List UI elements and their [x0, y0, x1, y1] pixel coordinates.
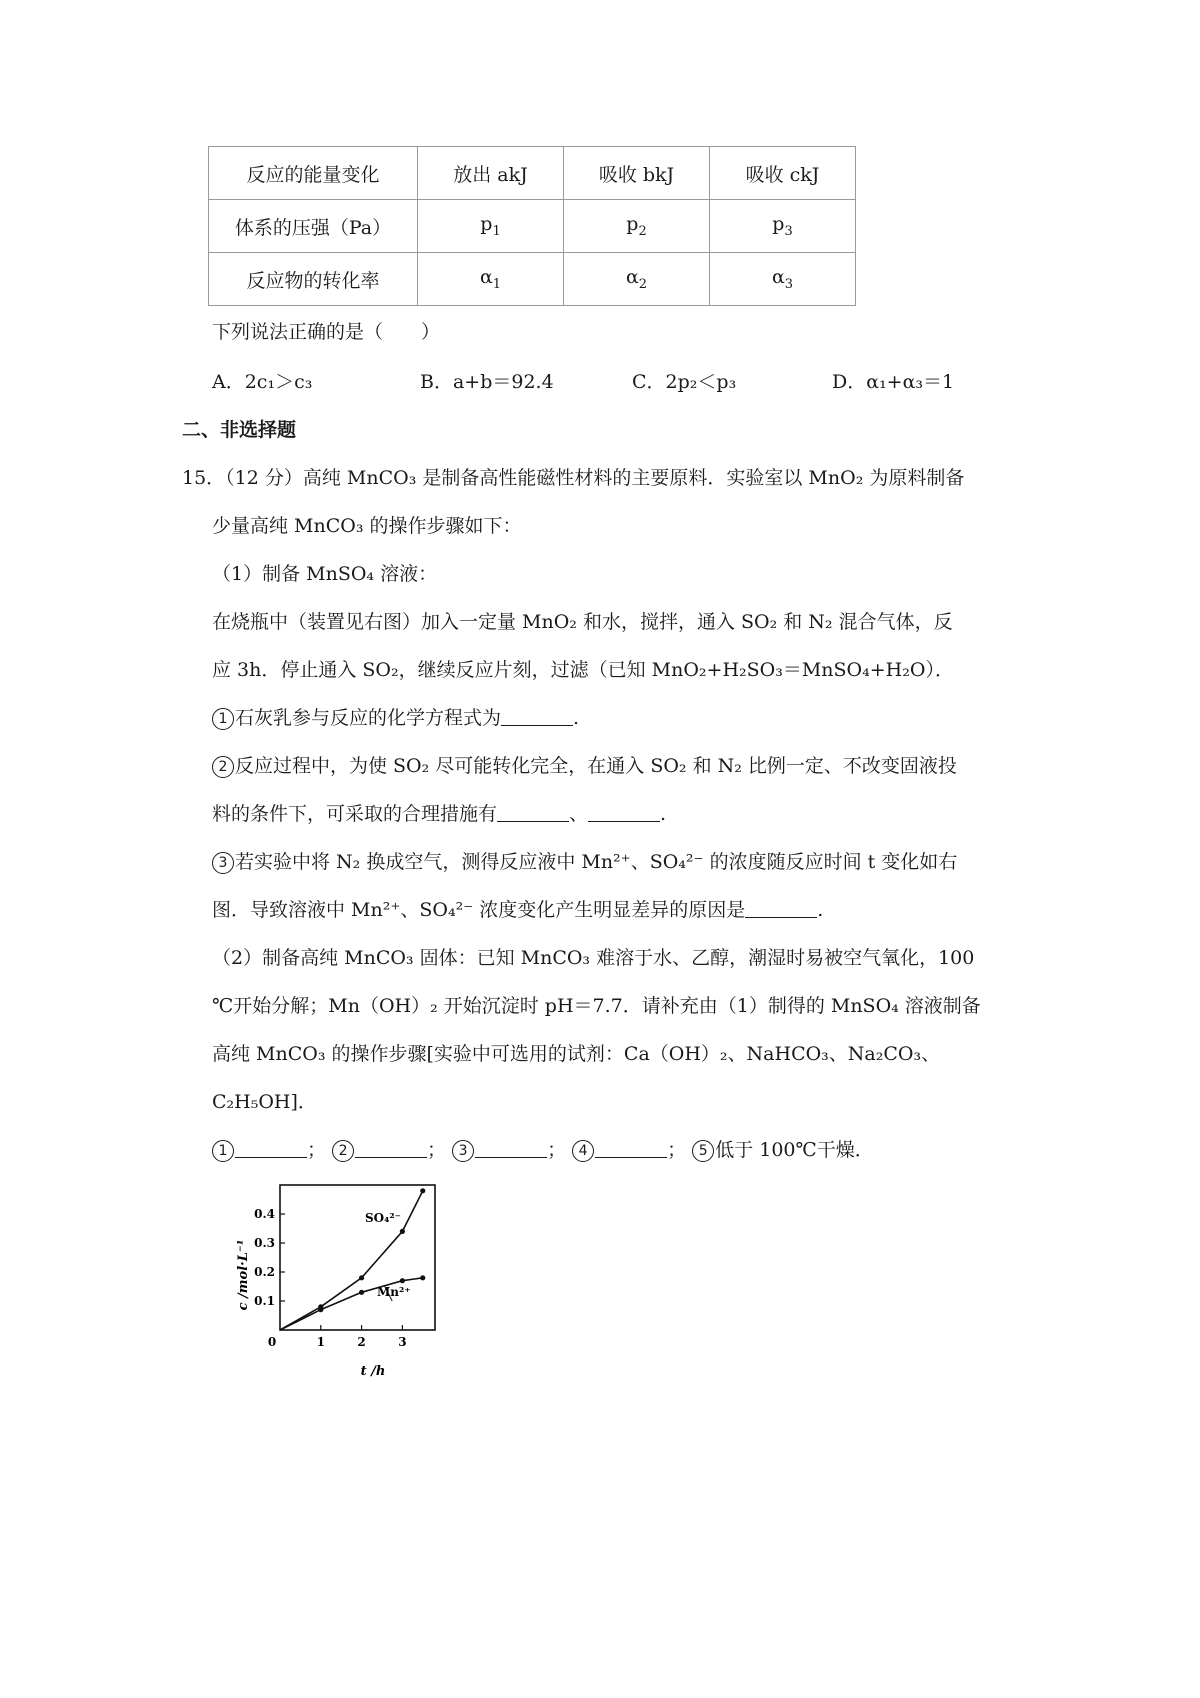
marker-circle: 5 [692, 1140, 714, 1162]
item-3-line-2: 图．导致溶液中 Mn²⁺、SO₄²⁻ 浓度变化产生明显差异的原因是 . [212, 899, 824, 921]
answer-blank[interactable] [595, 1139, 667, 1158]
part1-paragraph-line-1: 在烧瓶中（装置见右图）加入一定量 MnO₂ 和水，搅拌，通入 SO₂ 和 N₂ 混合气体，反 [212, 611, 953, 633]
table-cell: $p_2$ [564, 200, 710, 253]
section-title: 二、非选择题 [182, 419, 297, 441]
reaction-data-table [208, 146, 856, 306]
table-cell-label: 体系的压强（Pa） [209, 200, 418, 253]
q15-intro-line-2: 少量高纯 MnCO₃ 的操作步骤如下： [212, 515, 522, 537]
table-row [209, 253, 856, 306]
chart-axes [254, 1185, 435, 1349]
series-line-so4 [280, 1191, 423, 1330]
table-cell: $p_3$ [710, 200, 856, 253]
answer-blank[interactable] [745, 899, 817, 918]
marker-circle: 1 [212, 708, 234, 730]
chart-frame [280, 1185, 435, 1330]
option-b: B．a+b＝92.4 [420, 371, 554, 393]
steps-line: 1 ； 2 ； 3 ； 4 ； 5 低于 100℃干燥． [212, 1136, 874, 1164]
x-axis-label: t /h [360, 1364, 386, 1379]
table-cell-label: 反应的能量变化 [209, 147, 418, 200]
x-tick-label: 0 [267, 1335, 277, 1349]
part1-title: （1）制备 MnSO₄ 溶液： [212, 563, 438, 585]
concentration-chart [205, 1170, 495, 1380]
q15-intro-line-1: 15．（12 分）高纯 MnCO₃ 是制备高性能磁性材料的主要原料．实验室以 MnO₂ 为原料制备 [182, 467, 965, 489]
item-1: 1 石灰乳参与反应的化学方程式为 . [212, 704, 579, 732]
x-tick-label: 3 [398, 1335, 407, 1349]
part2-line-1: （2）制备高纯 MnCO₃ 固体：已知 MnCO₃ 难溶于水、乙醇，潮湿时易被空气氧化，100 [212, 947, 975, 969]
marker-circle: 2 [212, 756, 234, 778]
part2-line-2: ℃开始分解；Mn（OH）₂ 开始沉淀时 pH＝7.7．请补充由（1）制得的 MnSO₄ 溶液制备 [212, 995, 981, 1017]
option-c: C．2p₂＜p₃ [632, 371, 737, 393]
marker-circle: 4 [572, 1140, 594, 1162]
part1-paragraph-line-2: 应 3h．停止通入 SO₂，继续反应片刻，过滤（已知 MnO₂+H₂SO₃＝MnSO₄+H₂O）． [212, 659, 954, 681]
item-3-line-1: 3 若实验中将 N₂ 换成空气，测得反应液中 Mn²⁺、SO₄²⁻ 的浓度随反应时间 t 变化如右 [212, 848, 957, 876]
answer-blank[interactable] [235, 1139, 307, 1158]
table-row [209, 200, 856, 253]
table-cell: 放出 akJ [418, 147, 564, 200]
y-axis-label: c /mol·L⁻¹ [236, 1239, 251, 1311]
data-point-mn [359, 1290, 364, 1295]
data-point-so4 [359, 1275, 364, 1280]
table-cell-label: 反应物的转化率 [209, 253, 418, 306]
data-point-so4 [420, 1188, 425, 1193]
marker-circle: 1 [212, 1140, 234, 1162]
data-point-mn [420, 1275, 425, 1280]
series-label-mn: Mn²⁺ [377, 1285, 411, 1299]
part2-line-3: 高纯 MnCO₃ 的操作步骤[实验中可选用的试剂：Ca（OH）₂、NaHCO₃、Na₂CO₃、 [212, 1043, 941, 1065]
data-point-mn [400, 1278, 405, 1283]
question-prompt: 下列说法正确的是（ ） [212, 321, 441, 343]
x-tick-label: 2 [357, 1335, 366, 1349]
data-point-mn [318, 1307, 323, 1312]
table-cell: $\alpha_1$ [418, 253, 564, 306]
marker-circle: 3 [452, 1140, 474, 1162]
data-point-so4 [400, 1229, 405, 1234]
y-tick-label: 0.3 [254, 1236, 275, 1250]
series-label-so4: SO₄²⁻ [365, 1211, 401, 1225]
answer-blank[interactable] [588, 803, 660, 822]
table-cell: $p_1$ [418, 200, 564, 253]
option-d: D．α₁+α₃＝1 [832, 371, 955, 393]
option-a: A．2c₁＞c₃ [212, 371, 313, 393]
marker-circle: 3 [212, 852, 234, 874]
table-cell: 吸收 bkJ [564, 147, 710, 200]
y-tick-label: 0.4 [254, 1207, 275, 1221]
answer-blank[interactable] [475, 1139, 547, 1158]
marker-circle: 2 [332, 1140, 354, 1162]
answer-blank[interactable] [501, 707, 573, 726]
answer-blank[interactable] [497, 803, 569, 822]
table-cell: $\alpha_2$ [564, 253, 710, 306]
table-cell: $\alpha_3$ [710, 253, 856, 306]
part2-line-4: C₂H₅OH]． [212, 1091, 317, 1113]
answer-blank[interactable] [355, 1139, 427, 1158]
y-tick-label: 0.2 [254, 1265, 275, 1279]
item-2-line-1: 2 反应过程中，为使 SO₂ 尽可能转化完全，在通入 SO₂ 和 N₂ 比例一定、不改变固液投 [212, 752, 957, 780]
x-tick-label: 1 [316, 1335, 325, 1349]
y-tick-label: 0.1 [254, 1294, 275, 1308]
table-row [209, 147, 856, 200]
chart-series-group [280, 1188, 425, 1330]
item-2-line-2: 料的条件下，可采取的合理措施有 、 . [212, 803, 667, 825]
table-cell: 吸收 ckJ [710, 147, 856, 200]
